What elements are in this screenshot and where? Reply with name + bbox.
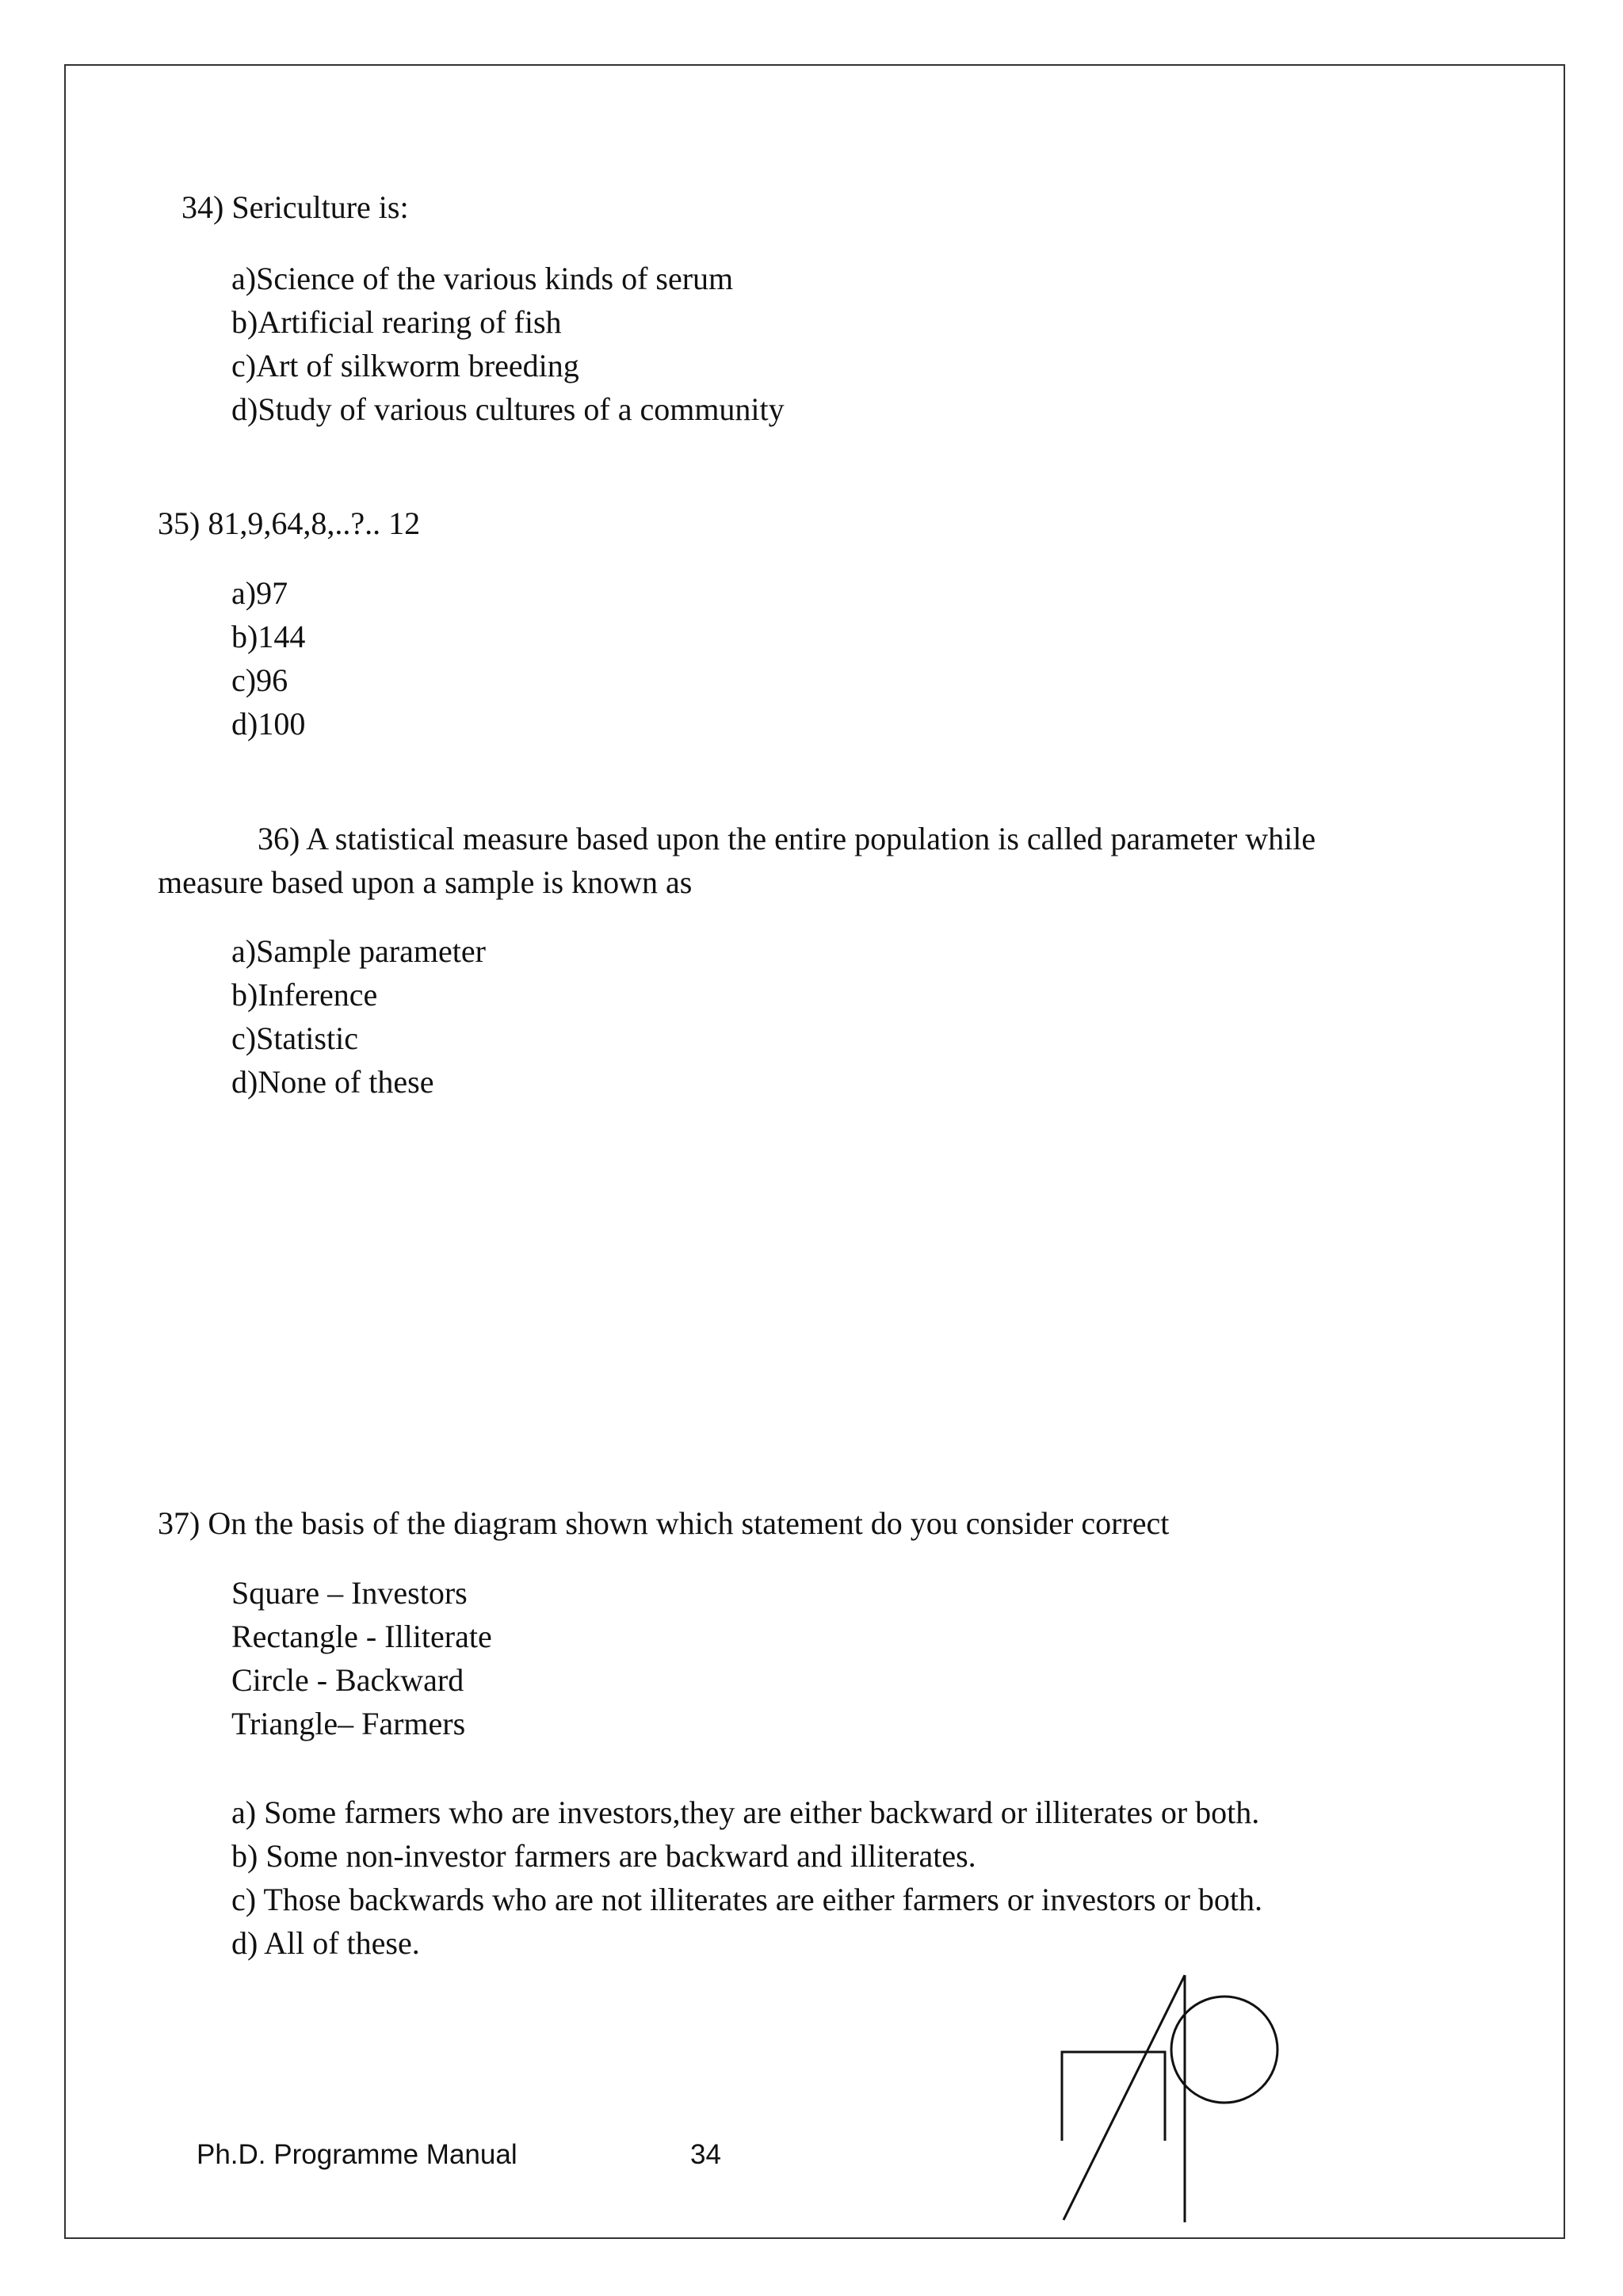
q35-option-b: b)144 bbox=[231, 619, 306, 654]
footer-manual-title: Ph.D. Programme Manual bbox=[197, 2139, 517, 2170]
q36-option-d: d)None of these bbox=[231, 1064, 434, 1100]
question-35-options bbox=[231, 571, 305, 746]
q34-option-d: d)Study of various cultures of a community bbox=[231, 391, 785, 427]
question-37-legend bbox=[231, 1571, 492, 1745]
q37-option-c: c) Those backwards who are not illiterates are either farmers or investors or both. bbox=[231, 1882, 1263, 1917]
question-37-options bbox=[231, 1791, 1262, 1965]
question-35: 35) 81,9,64,8,..?.. 12 bbox=[158, 505, 421, 541]
q36-option-b: b)Inference bbox=[231, 977, 378, 1013]
legend-triangle: Triangle– Farmers bbox=[231, 1706, 466, 1741]
question-36-line-1: 36) A statistical measure based upon the entire population is called parameter while bbox=[258, 821, 1316, 856]
question-34-options bbox=[231, 257, 785, 431]
q34-option-c: c)Art of silkworm breeding bbox=[231, 348, 579, 383]
circle-shape bbox=[1171, 1997, 1277, 2103]
q37-option-a: a) Some farmers who are investors,they are either backward or illiterates or both. bbox=[231, 1794, 1260, 1830]
legend-square: Square – Investors bbox=[231, 1575, 468, 1611]
q34-option-b: b)Artificial rearing of fish bbox=[231, 304, 562, 340]
q35-option-d: d)100 bbox=[231, 706, 306, 742]
question-34: 34) Sericulture is: bbox=[181, 189, 409, 225]
footer-page-number: 34 bbox=[690, 2139, 721, 2170]
venn-shapes-diagram bbox=[1046, 1961, 1300, 2230]
question-36-line-2: measure based upon a sample is known as bbox=[158, 864, 693, 900]
q36-option-c: c)Statistic bbox=[231, 1020, 358, 1056]
question-36-options bbox=[231, 929, 486, 1104]
q35-option-c: c)96 bbox=[231, 662, 288, 698]
legend-circle: Circle - Backward bbox=[231, 1662, 464, 1698]
q37-option-b: b) Some non-investor farmers are backward and illiterates. bbox=[231, 1838, 976, 1874]
square-shape bbox=[1062, 2052, 1165, 2141]
q35-option-a: a)97 bbox=[231, 575, 288, 611]
q36-option-a: a)Sample parameter bbox=[231, 933, 486, 969]
legend-rectangle: Rectangle - Illiterate bbox=[231, 1619, 492, 1654]
q37-option-d: d) All of these. bbox=[231, 1925, 420, 1961]
triangle-shape bbox=[1064, 1975, 1185, 2220]
q34-option-a: a)Science of the various kinds of serum bbox=[231, 261, 734, 296]
question-37: 37) On the basis of the diagram shown which statement do you consider correct bbox=[158, 1505, 1170, 1541]
